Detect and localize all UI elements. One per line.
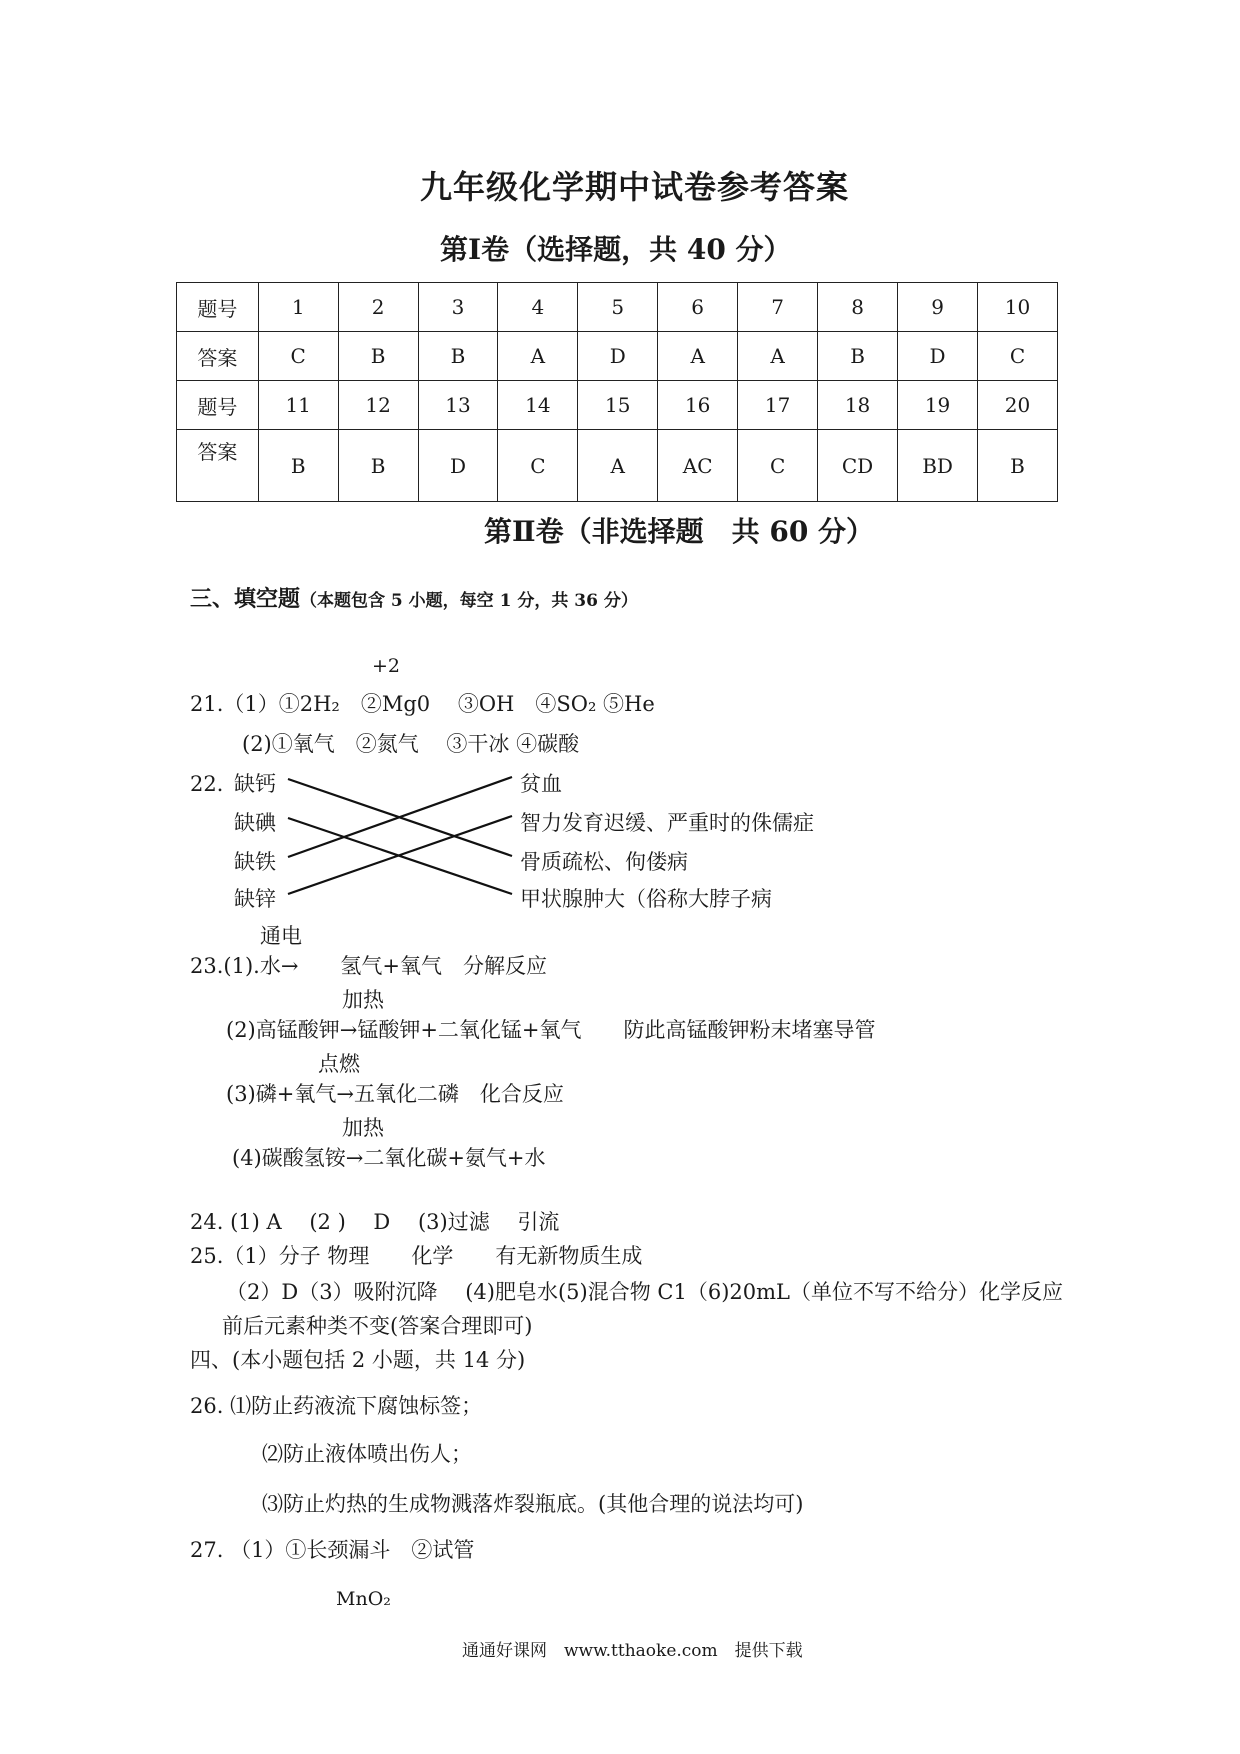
table-cell: 7 (738, 283, 818, 332)
table-row-label: 题号 (177, 381, 259, 430)
table-cell: B (418, 332, 498, 381)
table-cell: 15 (578, 381, 658, 430)
q25-line3: 前后元素种类不变(答案合理即可) (222, 1314, 533, 1338)
table-cell: B (338, 332, 418, 381)
table-cell: 19 (898, 381, 978, 430)
table-cell: D (418, 430, 498, 502)
q25-line1: 25.（1）分子 物理 化学 有无新物质生成 (190, 1244, 643, 1268)
table-cell: D (898, 332, 978, 381)
section3-note: （本题包含 5 小题，每空 1 分，共 36 分） (300, 591, 638, 611)
q26-line3: ⑶防止灼热的生成物溅落炸裂瓶底。(其他合理的说法均可) (262, 1492, 804, 1516)
q27-line1: 27. （1）①长颈漏斗 ②试管 (190, 1538, 475, 1562)
table-cell: 9 (898, 283, 978, 332)
table-cell: D (578, 332, 658, 381)
table-cell: 14 (498, 381, 578, 430)
q22-right-1: 智力发育迟缓、严重时的侏儒症 (520, 811, 814, 835)
table-cell: CD (818, 430, 898, 502)
table-cell: 16 (658, 381, 738, 430)
q23-line3: (3)磷+氧气→五氧化二磷 化合反应 (226, 1082, 564, 1106)
q23-cond1: 通电 (260, 924, 302, 948)
q26-line1: 26. ⑴防止药液流下腐蚀标签； (190, 1394, 483, 1418)
section4-heading: 四、(本小题包括 2 小题，共 14 分) (190, 1348, 526, 1372)
q21-line1: 21.（1）①2H₂ ②Mg0 ③OH ④SO₂ ⑤He (190, 692, 655, 716)
q22-left-1: 缺碘 (234, 811, 276, 835)
table-cell: 10 (978, 283, 1058, 332)
table-cell: AC (658, 430, 738, 502)
part1-heading: 第Ⅰ卷（选择题，共 40 分） (440, 233, 792, 266)
table-cell: 20 (978, 381, 1058, 430)
q24-line: 24. (1) A (2 ) D (3)过滤 引流 (190, 1210, 560, 1234)
table-row-label: 答案 (177, 430, 259, 502)
table-cell: BD (898, 430, 978, 502)
table-cell: C (498, 430, 578, 502)
q23-line1: 23.(1).水→ 氢气+氧气 分解反应 (190, 954, 548, 978)
table-cell: B (258, 430, 338, 502)
table-cell: B (818, 332, 898, 381)
q25-line2: （2）D（3）吸附沉降 (4)肥皂水(5)混合物 C1（6)20mL（单位不写不给分）化学反应 (226, 1280, 1063, 1304)
table-cell: A (498, 332, 578, 381)
table-cell: 17 (738, 381, 818, 430)
table-cell: 18 (818, 381, 898, 430)
section3-title: 三、填空题 (190, 586, 301, 612)
table-cell: C (978, 332, 1058, 381)
q22-right-0: 贫血 (520, 772, 562, 796)
table-cell: A (738, 332, 818, 381)
q22-left-3: 缺锌 (234, 887, 276, 911)
table-cell: 8 (818, 283, 898, 332)
q21-line2: (2)①氧气 ②氮气 ③干冰 ④碳酸 (242, 732, 580, 756)
table-cell: 12 (338, 381, 418, 430)
table-cell: 6 (658, 283, 738, 332)
table-cell: C (258, 332, 338, 381)
q26-line2: ⑵防止液体喷出伤人； (262, 1442, 472, 1466)
table-row-label: 答案 (177, 332, 259, 381)
q22-right-3: 甲状腺肿大（俗称大脖子病 (520, 887, 772, 911)
table-row-label: 题号 (177, 283, 259, 332)
table-cell: C (738, 430, 818, 502)
q22-left-0: 缺钙 (234, 772, 276, 796)
table-cell: 13 (418, 381, 498, 430)
table-cell: 5 (578, 283, 658, 332)
q22-right-2: 骨质疏松、佝偻病 (520, 850, 688, 874)
table-cell: A (658, 332, 738, 381)
q27-catalyst: MnO₂ (336, 1588, 391, 1610)
q23-cond3: 点燃 (318, 1052, 360, 1076)
part2-heading: 第Ⅱ卷（非选择题 共 60 分） (484, 515, 875, 548)
table-cell: 3 (418, 283, 498, 332)
table-cell: 11 (258, 381, 338, 430)
q23-cond4: 加热 (342, 1116, 384, 1140)
table-cell: B (978, 430, 1058, 502)
q21-superscript: +2 (372, 655, 401, 677)
table-cell: 1 (258, 283, 338, 332)
table-cell: B (338, 430, 418, 502)
page-title: 九年级化学期中试卷参考答案 (420, 168, 850, 206)
page-footer: 通通好课网 www.tthaoke.com 提供下载 (462, 1641, 803, 1661)
q23-cond2: 加热 (342, 988, 384, 1012)
q22-number: 22． (190, 772, 238, 796)
q22-left-2: 缺铁 (234, 850, 276, 874)
q23-line4: (4)碳酸氢铵→二氧化碳+氨气+水 (232, 1146, 546, 1170)
table-cell: 4 (498, 283, 578, 332)
table-cell: 2 (338, 283, 418, 332)
table-cell: A (578, 430, 658, 502)
q23-line2: (2)高锰酸钾→锰酸钾+二氧化锰+氧气 防此高锰酸钾粉末堵塞导管 (226, 1018, 876, 1042)
